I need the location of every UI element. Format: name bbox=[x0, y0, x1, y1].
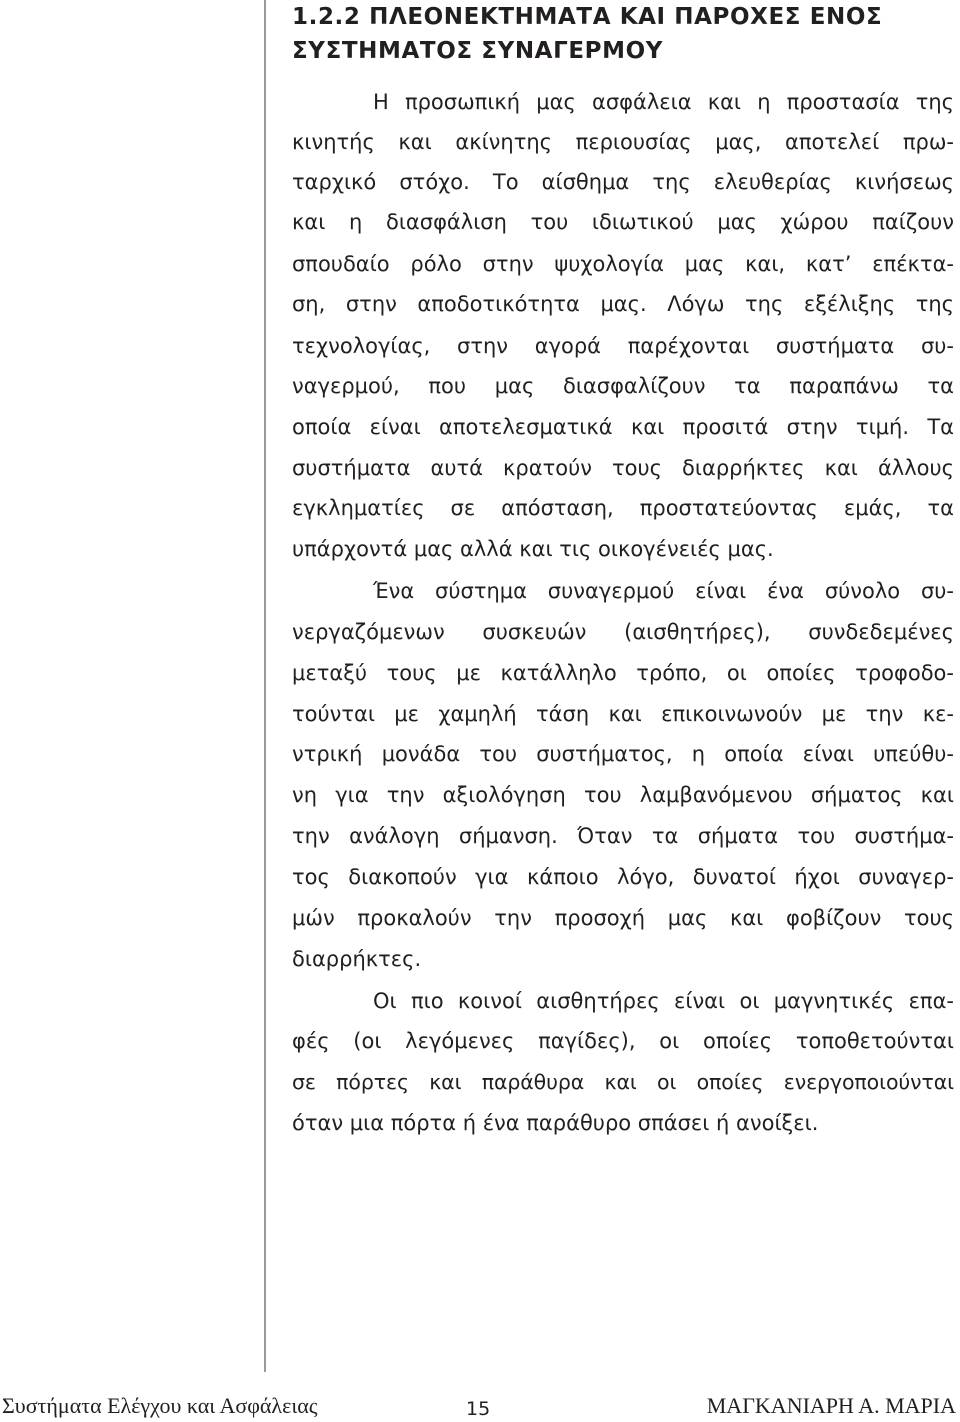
text-line: κινητής και ακίνητης περιουσίας μας, αποτελεί πρω- bbox=[292, 130, 954, 154]
text-line: Οι πιο κοινοί αισθητήρες είναι οι μαγνητικές επα- bbox=[373, 989, 954, 1013]
footer-author: ΜΑΓΚΑΝΙΑΡΗ Α. ΜΑΡΙΑ bbox=[706, 1393, 956, 1418]
section-heading-line-1: 1.2.2 ΠΛΕΟΝΕΚΤΗΜΑΤΑ ΚΑΙ ΠΑΡΟΧΕΣ ΕΝΟΣ bbox=[292, 4, 883, 30]
text-line: την ανάλογη σήμανση. Όταν τα σήματα του συστήμα- bbox=[292, 824, 954, 848]
text-line: νεργαζόμενων συσκευών (αισθητήρες), συνδεδεμένες bbox=[292, 620, 954, 644]
text-line: τούνται με χαμηλή τάση και επικοινωνούν με την κε- bbox=[292, 702, 954, 726]
text-line: ναγερμού, που μας διασφαλίζουν τα παραπάνω τα bbox=[292, 374, 954, 398]
text-line: εγκληματίες σε απόσταση, προστατεύοντας εμάς, τα bbox=[292, 496, 954, 520]
text-line: Η προσωπική μας ασφάλεια και η προστασία της bbox=[373, 90, 954, 114]
footer-course-title: Συστήματα Ελέγχου και Ασφάλειας bbox=[2, 1393, 318, 1418]
text-line: υπάρχοντά μας αλλά και τις οικογένειές μας. bbox=[292, 537, 774, 561]
text-line: ση, στην αποδοτικότητα μας. Λόγω της εξέλιξης της bbox=[292, 292, 954, 316]
text-line: σπουδαίο ρόλο στην ψυχολογία μας και, κατ’ επέκτα- bbox=[292, 252, 954, 276]
text-line: νη για την αξιολόγηση του λαμβανόμενου σήματος και bbox=[292, 783, 954, 807]
text-line: φές (οι λεγόμενες παγίδες), οι οποίες τοποθετούνται bbox=[292, 1029, 954, 1053]
text-line: συστήματα αυτά κρατούν τους διαρρήκτες και άλλους bbox=[292, 456, 954, 480]
text-line: μών προκαλούν την προσοχή μας και φοβίζουν τους bbox=[292, 906, 954, 930]
margin-rule bbox=[264, 0, 266, 1372]
text-line: τεχνολογίας, στην αγορά παρέχονται συστήματα συ- bbox=[292, 334, 954, 358]
text-line: μεταξύ τους με κατάλληλο τρόπο, οι οποίες τροφοδο- bbox=[292, 661, 954, 685]
text-line: τος διακοπούν για κάποιο λόγο, δυνατοί ήχοι συναγερ- bbox=[292, 865, 954, 889]
text-line: και η διασφάλιση του ιδιωτικού μας χώρου παίζουν bbox=[292, 210, 954, 234]
text-line: ντρική μονάδα του συστήματος, η οποία είναι υπεύθυ- bbox=[292, 742, 954, 766]
page-number: 15 bbox=[466, 1398, 491, 1420]
text-line: Ένα σύστημα συναγερμού είναι ένα σύνολο συ- bbox=[373, 579, 954, 603]
text-line: ταρχικό στόχο. Το αίσθημα της ελευθερίας κινήσεως bbox=[292, 170, 954, 194]
text-line: όταν μια πόρτα ή ένα παράθυρο σπάσει ή ανοίξει. bbox=[292, 1111, 819, 1135]
text-line: οποία είναι αποτελεσματικά και προσιτά στην τιμή. Τα bbox=[292, 415, 954, 439]
section-heading-line-2: ΣΥΣΤΗΜΑΤΟΣ ΣΥΝΑΓΕΡΜΟΥ bbox=[292, 38, 663, 64]
text-line: διαρρήκτες. bbox=[292, 947, 422, 971]
text-line: σε πόρτες και παράθυρα και οι οποίες ενεργοποιούνται bbox=[292, 1070, 954, 1094]
